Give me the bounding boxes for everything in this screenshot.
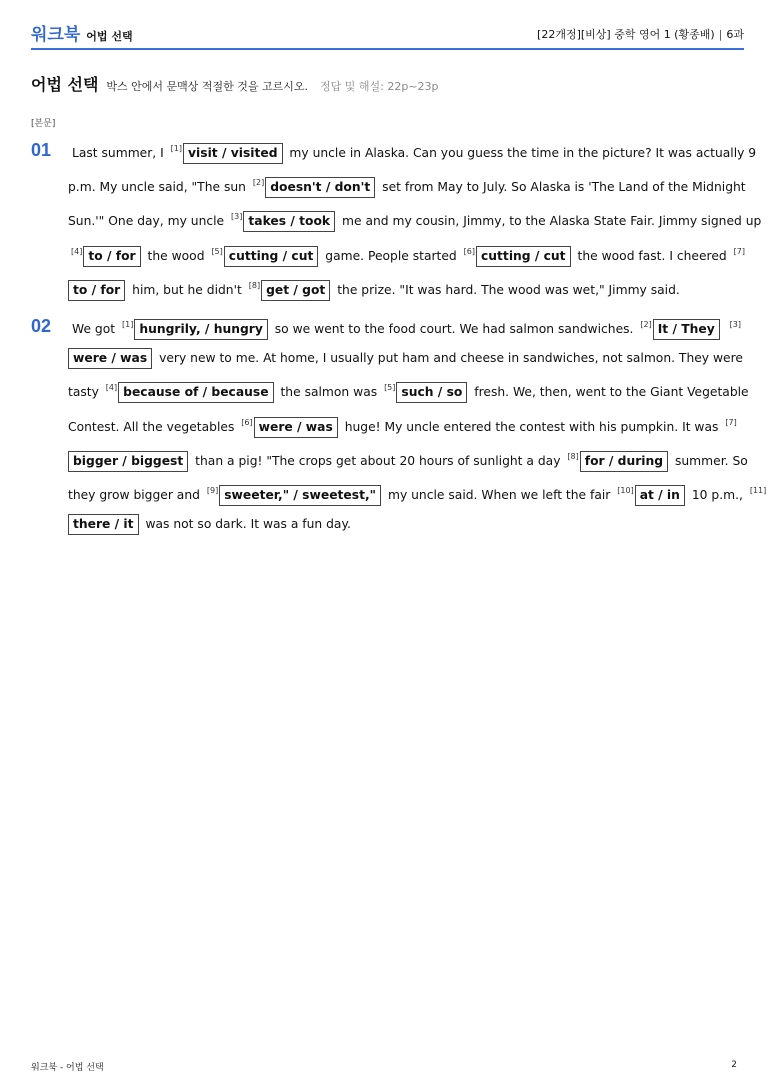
blank-marker: [4] xyxy=(71,246,83,256)
blank-marker: [11] xyxy=(749,486,767,496)
answer-reference: 정답 및 해설: 22p~23p xyxy=(320,80,439,93)
blank-marker: [8] xyxy=(567,451,579,461)
brand xyxy=(31,20,133,45)
blank-marker: [7] xyxy=(725,417,737,427)
brand-subtitle: 어법 선택 xyxy=(86,30,133,43)
passage-text: summer. So they grow bigger and xyxy=(68,453,748,503)
blank-marker: [2] xyxy=(252,178,265,188)
title-row xyxy=(31,72,439,95)
passage-text: the salmon was xyxy=(280,385,378,400)
blank-marker: [1] xyxy=(122,320,134,329)
passage-text: 10 p.m., xyxy=(691,488,743,503)
blank-marker: [3] xyxy=(231,212,243,222)
blank-marker: [4] xyxy=(105,383,118,393)
choice-box[interactable]: for / during xyxy=(580,451,668,472)
choice-box[interactable]: bigger / biggest xyxy=(68,451,188,472)
blank-marker: [3] xyxy=(729,320,742,329)
blank-marker: [10] xyxy=(617,486,634,496)
brand-name: 워크북 xyxy=(31,25,81,45)
choice-box[interactable]: to / for xyxy=(83,246,140,267)
page-header xyxy=(31,18,744,50)
choice-box[interactable]: takes / took xyxy=(243,211,335,232)
passage-text: game. People started xyxy=(325,248,457,263)
choice-box[interactable]: doesn't / don't xyxy=(265,177,375,198)
passage-text: fresh. We, then, went to the Giant Vegetable Contest. All the vegetables xyxy=(68,385,749,434)
passage-text: the prize. "It was hard. The wood was wet," Jimmy said. xyxy=(337,282,680,297)
lesson-number: 6과 xyxy=(726,28,744,41)
choice-box[interactable]: were / was xyxy=(254,417,338,438)
passage-text: was not so dark. It was a fun day. xyxy=(145,517,351,532)
passage-text: my uncle in Alaska. Can you guess the time in the picture? It was actually 9 p.m. My uncle said, "The sun xyxy=(68,146,757,195)
passage-text: We got xyxy=(72,322,116,336)
footer-title: 워크북 - 어법 선택 xyxy=(31,1063,104,1073)
passage-text: the wood xyxy=(147,248,205,263)
choice-box[interactable]: It / They xyxy=(653,319,720,340)
choice-box[interactable]: hungrily, / hungry xyxy=(134,319,268,340)
passage-text: than a pig! "The crops get about 20 hours of sunlight a day xyxy=(195,453,561,468)
question-passage xyxy=(68,310,768,539)
choice-box[interactable]: cutting / cut xyxy=(476,246,571,267)
choice-box[interactable]: cutting / cut xyxy=(224,246,319,267)
choice-box[interactable]: get / got xyxy=(261,280,330,301)
choice-box[interactable]: such / so xyxy=(396,382,467,403)
question-passage xyxy=(68,134,768,305)
passage-text: so we went to the food court. We had salmon sandwiches. xyxy=(274,322,634,336)
blank-marker: [2] xyxy=(640,320,652,329)
blank-marker: [5] xyxy=(384,383,396,393)
page-number: 2 xyxy=(731,1060,737,1070)
blank-marker: [8] xyxy=(248,280,261,290)
choice-box[interactable]: at / in xyxy=(635,485,685,506)
choice-box[interactable]: there / it xyxy=(68,514,139,535)
blank-marker: [7] xyxy=(733,246,745,256)
blank-marker: [5] xyxy=(211,246,223,256)
question-number: 01 xyxy=(31,140,52,160)
blank-marker: [6] xyxy=(463,246,476,256)
instruction: 박스 안에서 문맥상 적절한 것을 고르시오. xyxy=(106,80,309,93)
source-info xyxy=(537,26,744,42)
passage-text: me and my cousin, Jimmy, to the Alaska State Fair. Jimmy signed up xyxy=(342,214,762,229)
passage-text: him, but he didn't xyxy=(132,282,242,297)
blank-marker: [9] xyxy=(206,486,219,496)
passage-text: my uncle said. When we left the fair xyxy=(387,488,611,503)
choice-box[interactable]: were / was xyxy=(68,348,152,369)
passage-text: set from May to July. So Alaska is 'The Land of the Midnight Sun.'" One day, my uncle xyxy=(68,180,746,229)
passage-text: Last summer, I xyxy=(72,146,164,160)
blank-marker: [6] xyxy=(241,417,253,427)
question-number: 02 xyxy=(31,316,52,336)
passage-text: the wood fast. I cheered xyxy=(577,248,727,263)
page-title: 어법 선택 xyxy=(31,75,99,94)
passage-text: very new to me. At home, I usually put ham and cheese in sandwiches, not salmon. They were tasty xyxy=(68,351,743,400)
section-label: [본문] xyxy=(31,119,56,129)
separator: | xyxy=(718,28,723,41)
choice-box[interactable]: visit / visited xyxy=(183,143,282,164)
blank-marker: [1] xyxy=(170,144,183,153)
choice-box[interactable]: sweeter," / sweetest," xyxy=(219,485,381,506)
source-book: [22개정][비상] 중학 영어 1 (황종배) xyxy=(537,28,715,41)
passage-text: huge! My uncle entered the contest with his pumpkin. It was xyxy=(344,419,719,434)
choice-box[interactable]: to / for xyxy=(68,280,125,301)
choice-box[interactable]: because of / because xyxy=(118,382,273,403)
